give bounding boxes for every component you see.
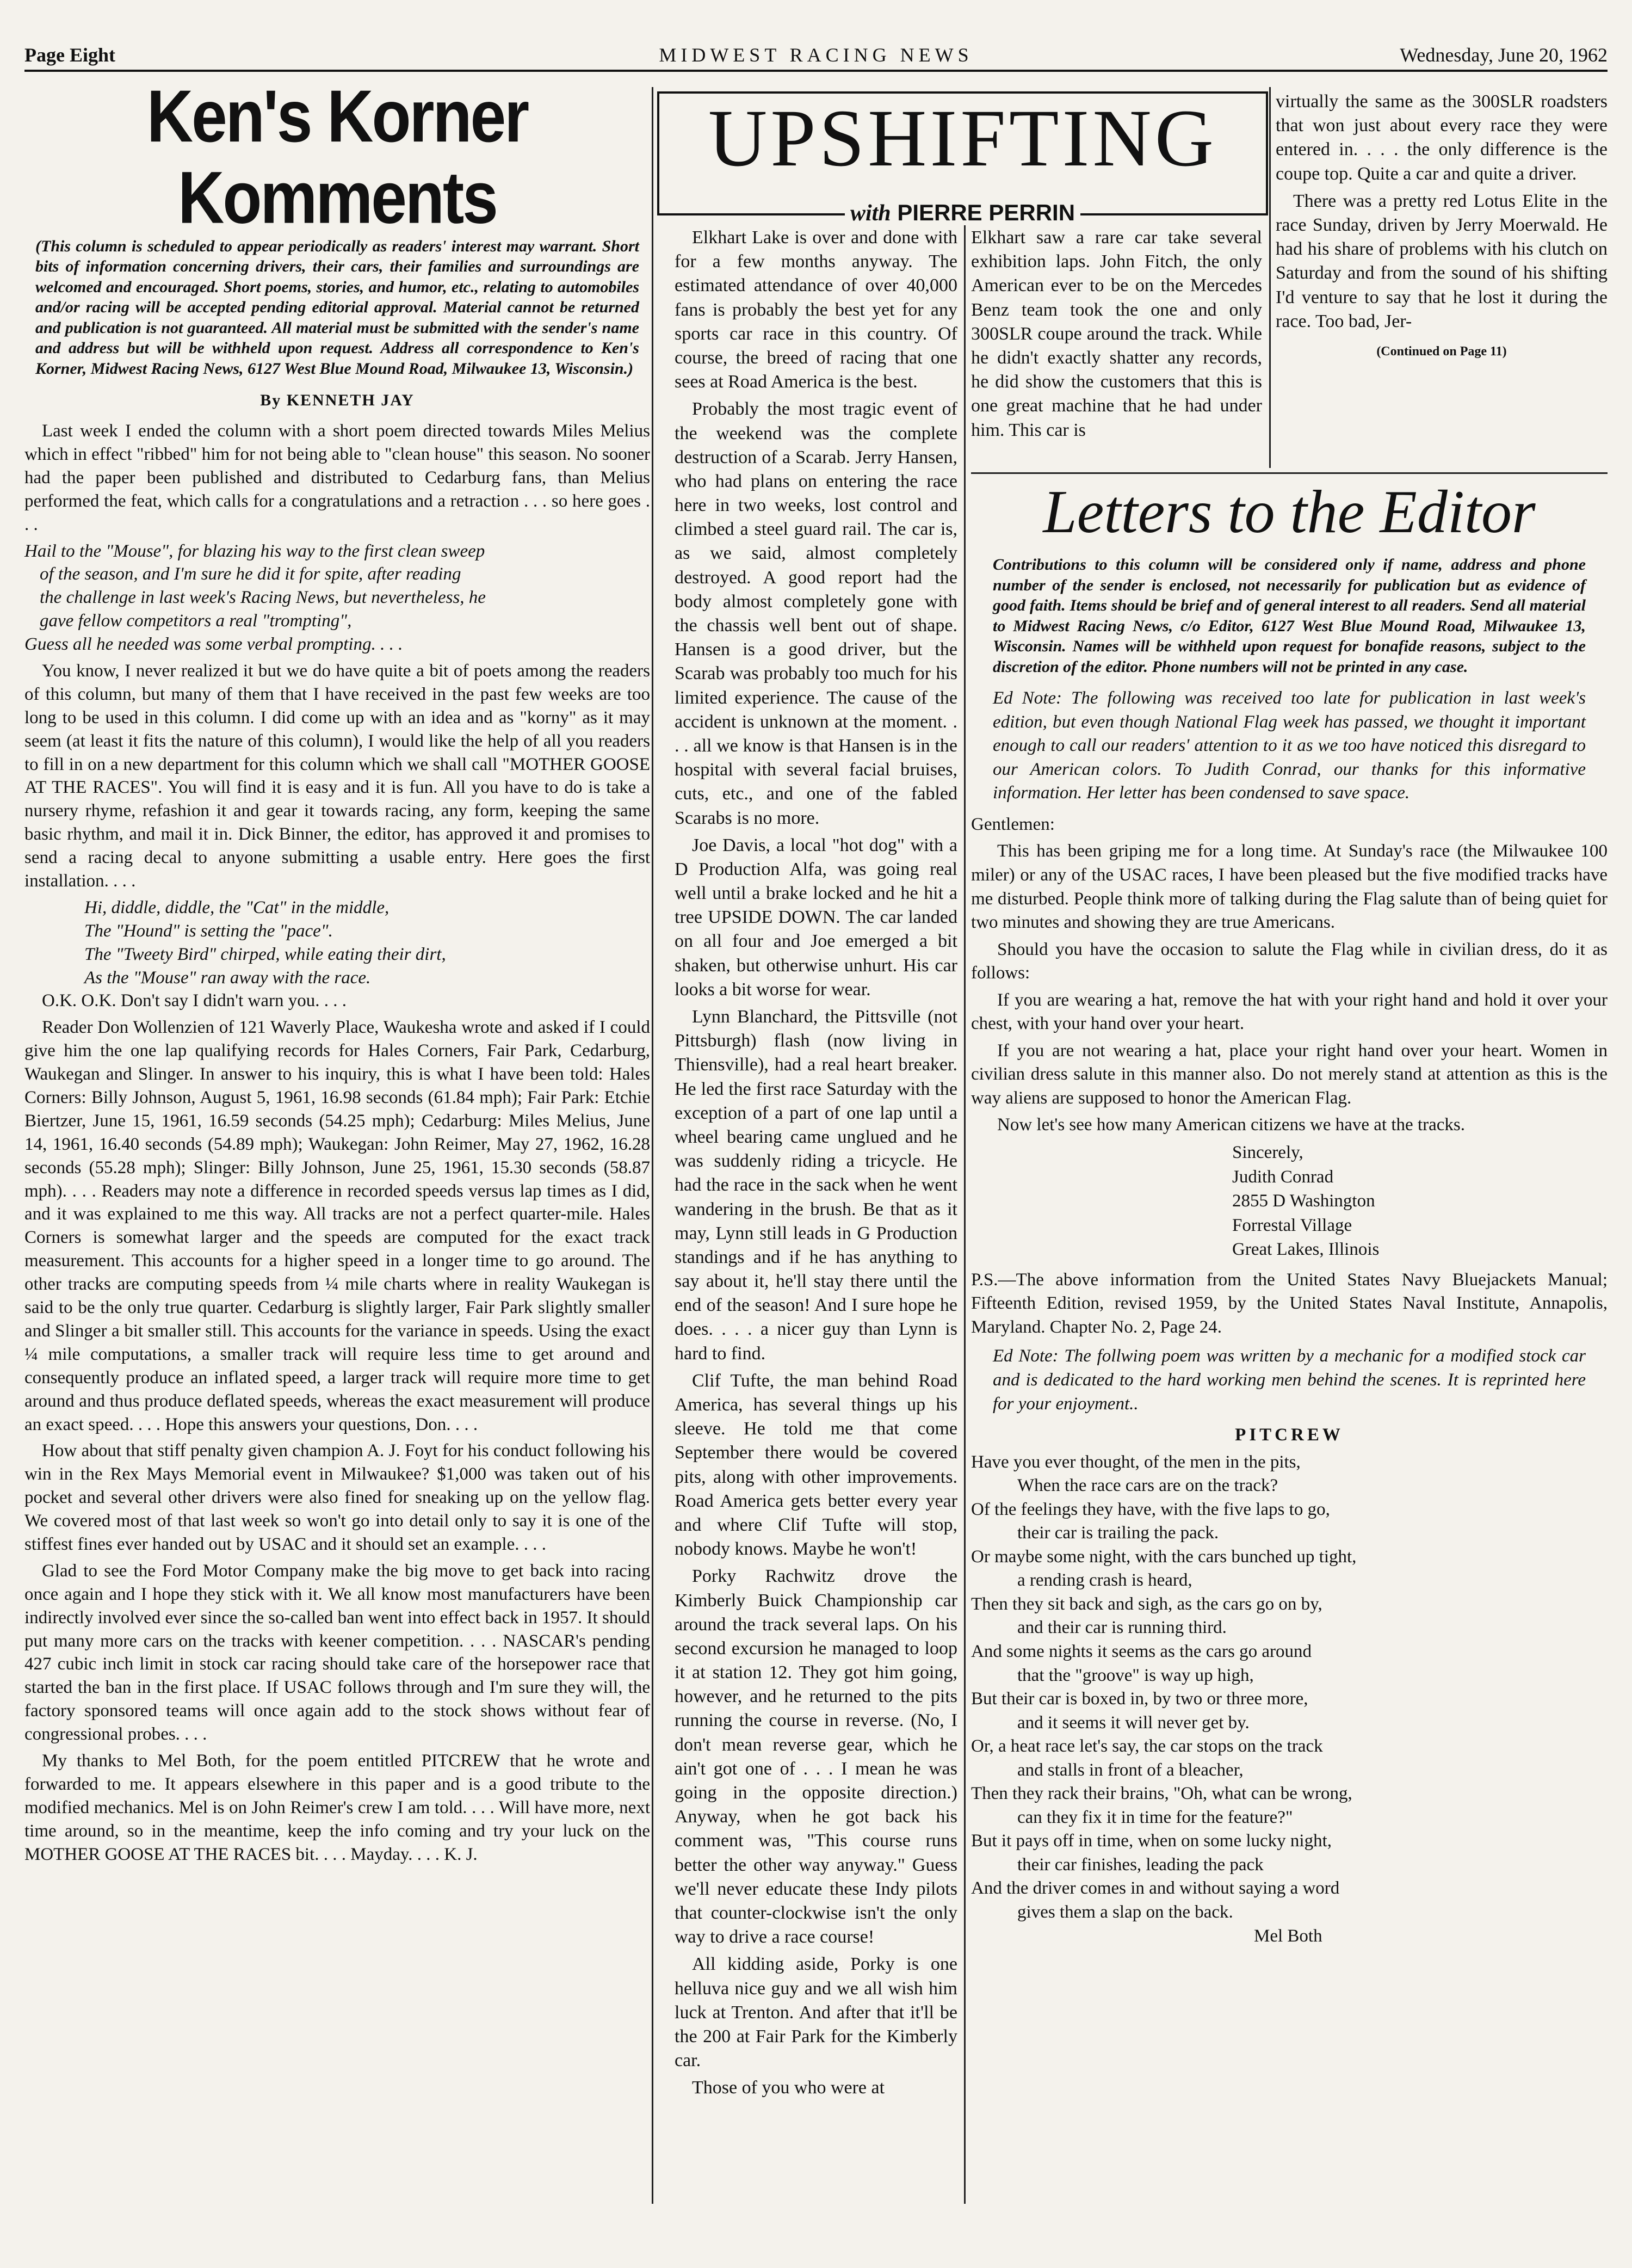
poem-line: Or, a heat race let's say, the car stops on the track [971,1736,1323,1757]
continued-note: (Continued on Page 11) [1376,344,1507,359]
paragraph: Now let's see how many American citizens we have at the tracks. [997,1115,1465,1135]
paragraph: Clif Tufte, the man behind Road America, has several things up his sleeve. He told me that come September there would be covered pits, along with other improvements. Road America gets better every year and where Clif Tufte will stop, nobody knows. Maybe he won't! [675,1370,957,1560]
verse-line: Hi, diddle, diddle, the "Cat" in the middle, [84,897,390,917]
paragraph: Joe Davis, a local "hot dog" with a D Production Alfa, was going real well until a brake locked and he hit a tree UPSIDE DOWN. The car landed on all four and Joe emerged a bit shaken, but otherwise unhurt. His car looks a bit worse for wear. [675,835,957,1000]
poem-line: can they fix it in time for the feature?" [1017,1807,1293,1827]
poem-line: that the "groove" is way up high, [1017,1665,1254,1685]
upshifting-column-3 [1276,90,1608,471]
verse-line: As the "Mouse" ran away with the race. [84,967,371,988]
poem-line: Or maybe some night, with the cars bunched up tight, [971,1546,1357,1567]
paragraph: This has been griping me for a long time. At Sunday's race (the Milwaukee 100 miler) or any of the USAC races, I have been pleased but the five modified tracks have me disturbed. People think more of talking during the Flag salute than of being quiet for two minutes and showing they are true Americans. [971,841,1608,933]
poem-line: Then they rack their brains, "Oh, what can be wrong, [971,1784,1352,1804]
upshifting-header [657,91,1268,226]
letters-section [971,479,1608,2204]
verse-mother-goose [24,896,650,990]
poem-line: But their car is boxed in, by two or three more, [971,1689,1308,1709]
masthead-rule [24,70,1608,72]
verse-miles-melius [24,540,650,656]
kens-korner-column [24,75,650,2198]
paragraph: Elkhart saw a rare car take several exhibition laps. John Fitch, the only American ever to be on the Mercedes Benz team took the one and only 300SLR coupe around the track. While he didn't exactly shatter any records, he did show the customers that this is one great machine that he had under him. This car is [971,227,1262,440]
salutation: Gentlemen: [971,814,1055,834]
column-divider [652,87,653,2204]
section-divider [971,472,1608,474]
paragraph: My thanks to Mel Both, for the poem entitled PITCREW that he wrote and forwarded to me. It appears elsewhere in this paper and is a good tribute to the modified mechanics. Mel is on John Reimer's crew I am told. . . . Will have more, next time around, so in the meantime, keep the info coming and try your luck on the MOTHER GOOSE AT THE RACES bit. . . . Mayday. . . . K. J. [24,1751,650,1864]
verse-line: of the season, and I'm sure he did it for spite, after reading [40,564,461,584]
poem-line: But it pays off in time, when on some lucky night, [971,1831,1332,1851]
postscript: P.S.—The above information from the United States Navy Bluejackets Manual; Fifteenth Edition, revised 1959, by the United States Naval Institute, Annapolis, Maryland. Chapter No. 2, Page 24. [971,1269,1608,1337]
poem-line: And the driver comes in and without saying a word [971,1878,1340,1899]
signature-line: Judith Conrad [1232,1167,1334,1187]
paragraph: Should you have the occasion to salute the Flag while in civilian dress, do it as follows: [971,939,1608,983]
column-divider [1269,87,1271,468]
poem-line: Then they sit back and sigh, as the cars go on by, [971,1594,1322,1614]
signature-block [1232,1141,1608,1262]
signature-line: Great Lakes, Illinois [1232,1240,1380,1260]
verse-line: The "Hound" is setting the "pace". [84,921,333,941]
byline: By KENNETH JAY [260,391,415,410]
paragraph: Those of you who were at [692,2078,885,2098]
byline-with: with [850,201,891,226]
paper-name: MIDWEST RACING NEWS [659,44,973,66]
editor-note: Ed Note: The follwing poem was written by a mechanic for a modified stock car and is dedicated to the hard working men behind the scenes. It is reprinted here for your enjoyment.. [993,1346,1586,1414]
column-divider [964,218,966,2204]
poem-line: Have you ever thought, of the men in the pits, [971,1452,1301,1472]
upshifting-title: UPSHIFTING [708,93,1217,183]
poem-line: and it seems it will never get by. [1017,1712,1250,1733]
poem-line: And some nights it seems as the cars go around [971,1641,1312,1661]
paragraph: All kidding aside, Porky is one helluva nice guy and we all wish him luck at Trenton. And after that it'll be the 200 at Fair Park for the Kimberly car. [675,1954,957,2071]
verse-line: The "Tweety Bird" chirped, while eating their dirt, [84,944,446,964]
poem-line: a rending crash is heard, [1017,1570,1192,1591]
poem-line: gives them a slap on the back. [1017,1902,1233,1922]
paragraph: O.K. O.K. Don't say I didn't warn you. . . . [42,991,347,1011]
paragraph: Elkhart Lake is over and done with for a few months anyway. The estimated attendance of over 40,000 fans is probably the best yet for any sports car race in this country. Of course, the breed of racing that one sees at Road America is the best. [675,227,957,392]
signature-line: Forrestal Village [1232,1215,1352,1235]
verse-line: gave fellow competitors a real "trompting", [40,611,352,631]
paragraph: virtually the same as the 300SLR roadsters that won just about every race they were entered in. . . . the only difference is the coupe top. Quite a car and quite a driver. [1276,91,1608,184]
poem-line: and stalls in front of a bleacher, [1017,1760,1244,1780]
verse-line: Guess all he needed was some verbal prompting. . . . [24,634,403,655]
poem-line: their car is trailing the pack. [1017,1523,1219,1543]
paragraph: How about that stiff penalty given champion A. J. Foyt for his conduct following his win in the Rex Mays Memorial event in Milwaukee? $1,000 was taken out of his pocket and several other drivers were also fined for sneaking up on the yellow flag. We covered most of that last week so won't go into detail only to say it is one of the stiffest fines ever handed out by USAC and it should set an example. . . . [24,1441,650,1554]
paragraph: Reader Don Wollenzien of 121 Waverly Place, Waukesha wrote and asked if I could give him the one lap qualifying records for Hales Corners, Fair Park, Cedarburg, Waukegan and Slinger. In answer to his inquiry, this is what I have been told: Hales Corners: Billy Johnson, August 5, 1961, 16.98 seconds (61.84 mph); Fair Park: Etchie Biertzer, June 15, 1961, 16.59 seconds (54.25 mph); Cedarburg: Miles Melius, June 14, 1961, 16.40 seconds (54.89 mph); Waukegan: John Reimer, May 27, 1962, 16.28 seconds (55.28 mph); Slinger: Billy Johnson, June 25, 1961, 15.30 seconds (58.87 mph). . . . Readers may note a difference in recorded speeds versus lap times as I did, and it was explained to me this way. All tracks are not a perfect quarter-mile. Hales Corners is somewhat larger and the speeds are computed for the exact track measurement. This accounts for a higher speed in a longer time to go around. The other tracks are computing speeds from ¼ mile charts where in reality Waukegan is said to be the only true quarter. Cedarburg is slightly larger, Fair Park slightly smaller and Slinger a bit smaller still. This accounts for the variance in speeds. Using the exact ¼ mile computations, a smaller track will require less time to get around and consequently produce an inflated speed, a larger track will require more time to get around and thus produce deflated speeds, whereas the exact measurement will produce an exact speed. . . . Hope this answers your questions, Don. . . . [24,1018,650,1434]
poem-author: Mel Both [1254,1926,1322,1946]
kens-korner-intro: (This column is scheduled to appear periodically as readers' interest may warrant. Short bits of information concerning drivers, their cars, their families and surroundings are welcomed and encouraged. Short poems, stories, and humor, etc., relating to automobiles and/or racing will be accepted pending editorial approval. Material cannot be returned and publication is not guaranteed. All material must be submitted with the sender's name and address but will be withheld upon request. Address all correspondence to Ken's Korner, Midwest Racing News, 6127 West Blue Mound Road, Milwaukee 13, Wisconsin.) [35,237,639,378]
paragraph: If you are wearing a hat, remove the hat with your right hand and hold it over your chest, with your hand over your heart. [971,990,1608,1034]
poem-line: their car finishes, leading the pack [1017,1854,1264,1875]
paragraph: Porky Rachwitz drove the Kimberly Buick Championship car around the track several laps. On his second excursion he managed to loop it at station 12. They got him going, however, and he returned to the pits running the course in reverse. (No, I don't mean reverse gear, which he ain't got one of . . . I mean he was going in the opposite direction.) Anyway, when he got back his comment was, "This course runs better the other way anyway." Guess we'll never educate these Indy pilots that counter-clockwise isn't the only way to drive a race course! [675,1566,957,1947]
verse-line: the challenge in last week's Racing News, but nevertheless, he [40,588,486,608]
byline-author: PIERRE PERRIN [897,200,1075,225]
upshifting-byline [659,200,1266,226]
poem-title: PITCREW [1235,1425,1344,1445]
poem-line: and their car is running third. [1017,1618,1227,1638]
poem-line: When the race cars are on the track? [1017,1476,1278,1496]
paragraph: Probably the most tragic event of the weekend was the complete destruction of a Scarab. Jerry Hansen, who had plans on entering the race here in two weeks, lost control and climbed a steel guard rail. The car is, as we said, almost completely destroyed. A good report had the body almost completely gone with the chassis well bent out of shape. Hansen is a good driver, but the Scarab was probably too much for his limited experience. The cause of the accident is unknown at the moment. . . . all we know is that Hansen is in the hospital with several facial bruises, cuts, etc., and one of the fabled Scarabs is no more. [675,399,957,828]
upshifting-column-2 [971,226,1262,465]
letters-title: Letters to the Editor [1043,478,1536,546]
paragraph: There was a pretty red Lotus Elite in the race Sunday, driven by Jerry Moerwald. He had his share of problems with his clutch on Saturday and from the sound of his shifting I'd venture to say that he lost it during the race. Too bad, Jer- [1276,190,1608,331]
pitcrew-poem [971,1451,1608,1948]
poem-line: Of the feelings they have, with the five laps to go, [971,1499,1330,1519]
paragraph: Lynn Blanchard, the Pittsville (not Pittsburgh) flash (now living in Thiensville), had a real heart breaker. He led the first race Saturday with the exception of a part of one lap until a wheel bearing came unglued and he was suddenly riding a tricycle. He had the race in the sack when he went wandering in the brush. Be that as it may, Lynn still leads in G Production standings and if he has anything to say about it, he'll stay there until the end of the season! And I sure hope he does. . . . a nicer guy than Lynn is hard to find. [675,1007,957,1364]
page-number: Page Eight [24,44,115,66]
upshifting-column-1 [675,226,957,2185]
masthead [24,44,1608,71]
kens-korner-title: Ken's Korner Komments [146,75,528,239]
issue-date: Wednesday, June 20, 1962 [1400,44,1608,66]
paragraph: If you are not wearing a hat, place your right hand over your heart. Women in civilian dress salute in this manner also. Do not merely stand at attention as this is the way aliens are supposed to honor the American Flag. [971,1040,1608,1108]
paragraph: Glad to see the Ford Motor Company make the big move to get back into racing once again and I hope they stick with it. We all know most manufacturers have been indirectly involved ever since the so-called ban went into effect back in 1957. It should put many more cars on the tracks with keener competition. . . . NASCAR's pending 427 cubic inch limit in stock car racing should take care of the horsepower race that started the ban in the first place. If USAC follows through and I'm sure they will, the factory sponsored teams will once again add to the stock shows without fear of congressional probes. . . . [24,1561,650,1745]
signature-line: Sincerely, [1232,1143,1303,1163]
editor-note: Ed Note: The following was received too late for publication in last week's edition, but even though National Flag week has passed, we thought it important enough to call our readers' attention to it as we too have noticed this disregard to our American colors. To Judith Conrad, our thanks for this informative information. Her letter has been condensed to save space. [993,688,1586,803]
signature-line: 2855 D Washington [1232,1191,1375,1211]
paragraph: Last week I ended the column with a short poem directed towards Miles Melius which in effect "ribbed" him for not being able to "clean house" this season. No sooner had the paper been published and distributed to Cedarburg fans, than Melius performed the feat, which calls for a congratulations and a retraction . . . so here goes . . . [24,421,650,534]
letters-intro: Contributions to this column will be considered only if name, address and phone number of the sender is enclosed, not necessarily for publication but as evidence of good faith. Items should be brief and of general interest to all readers. Send all material to Midwest Racing News, c/o Editor, 6127 West Blue Mound Road, Milwaukee 13, Wisconsin. Names will be withheld upon request for bonafide reasons, subject to the discretion of the editor. Phone numbers will not be printed in any case. [993,556,1586,676]
paragraph: You know, I never realized it but we do have quite a bit of poets among the readers of this column, but many of them that I have received in the past few weeks are too long to be used in this column. I did come up with an idea and as "korny" as it may seem (at least it fits the nature of this column), I would like the help of all you readers to fill in on a new department for this column which we shall call "MOTHER GOOSE AT THE RACES". You will find it is easy and it is fun. All you have to do is take a nursery rhyme, refashion it and gear it towards racing, any form, keeping the same basic rhythm, and mail it in. Dick Binner, the editor, has approved it and promises to send a racing decal to anyone submitting a usable entry. Here goes the first installation. . . . [24,661,650,891]
verse-line: Hail to the "Mouse", for blazing his way to the first clean sweep [24,541,485,561]
